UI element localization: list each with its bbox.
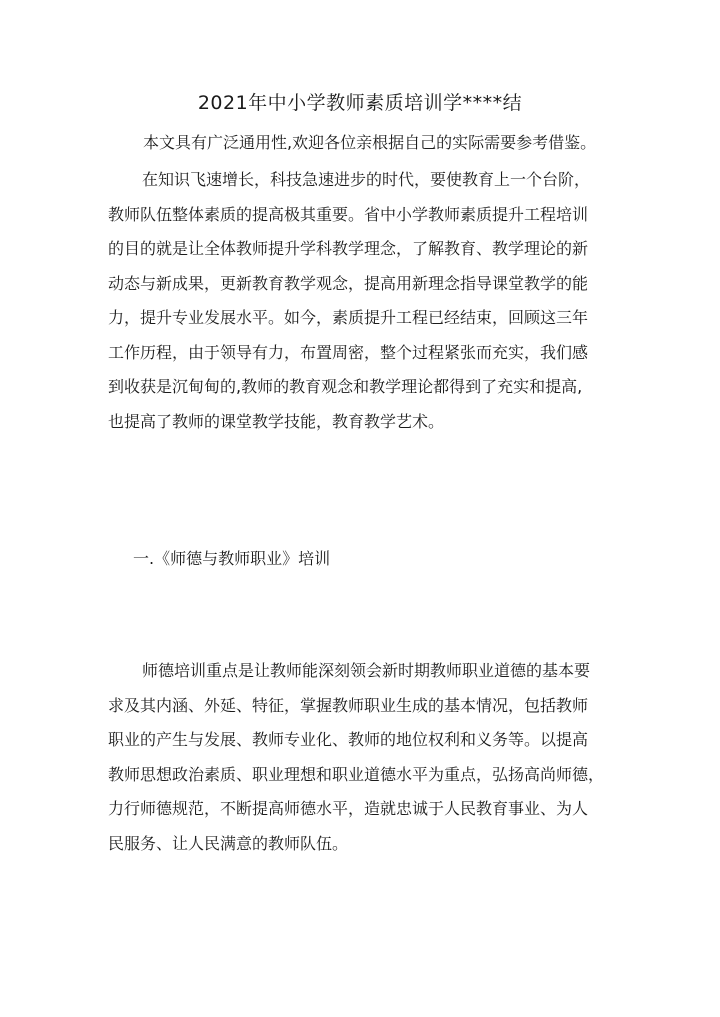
- paragraph-line: 力，提升专业发展水平。如今，素质提升工程已经结束，回顾这三年: [108, 308, 589, 327]
- paragraph-line: 工作历程，由于领导有力，布置周密，整个过程紧张而充实，我们感: [108, 342, 589, 362]
- usage-notice: 本文具有广泛通用性,欢迎各位亲根据自己的实际需要参考借鉴。: [143, 133, 597, 152]
- section-heading: 一.《师德与教师职业》培训: [133, 549, 331, 568]
- paragraph-line: 到收获是沉甸甸的,教师的教育观念和教学理论都得到了充实和提高,: [108, 377, 583, 396]
- paragraph-line: 师德培训重点是让教师能深刻领会新时期教师职业道德的基本要: [142, 661, 591, 680]
- paragraph-line: 动态与新成果，更新教育教学观念，提高用新理念指导课堂教学的能: [108, 273, 589, 293]
- document-title: 2021年中小学教师素质培训学****结: [197, 92, 523, 114]
- paragraph-line: 在知识飞速增长，科技急速进步的时代，要使教育上一个台阶，: [142, 170, 591, 189]
- intro-paragraph: [108, 163, 618, 439]
- paragraph-line: 教师队伍整体素质的提高极其重要。省中小学教师素质提升工程培训: [108, 204, 589, 224]
- paragraph-line: 教师思想政治素质、职业理想和职业道德水平为重点，弘扬高尚师德，: [108, 764, 605, 784]
- ethics-paragraph: [108, 654, 618, 861]
- paragraph-line: 的目的就是让全体教师提升学科教学理念，了解教育、教学理论的新: [108, 239, 589, 258]
- paragraph-line: 职业的产生与发展、教师专业化、教师的地位权利和义务等。以提高: [108, 730, 589, 749]
- paragraph-line: 也提高了教师的课堂教学技能，教育教学艺术。: [108, 411, 445, 431]
- paragraph-line: 求及其内涵、外延、特征，掌握教师职业生成的基本情况，包括教师: [108, 695, 589, 715]
- paragraph-line: 力行师德规范，不断提高师德水平，造就忠诚于人民教育事业、为人: [108, 799, 589, 818]
- paragraph-line: 民服务、让人民满意的教师队伍。: [108, 833, 349, 853]
